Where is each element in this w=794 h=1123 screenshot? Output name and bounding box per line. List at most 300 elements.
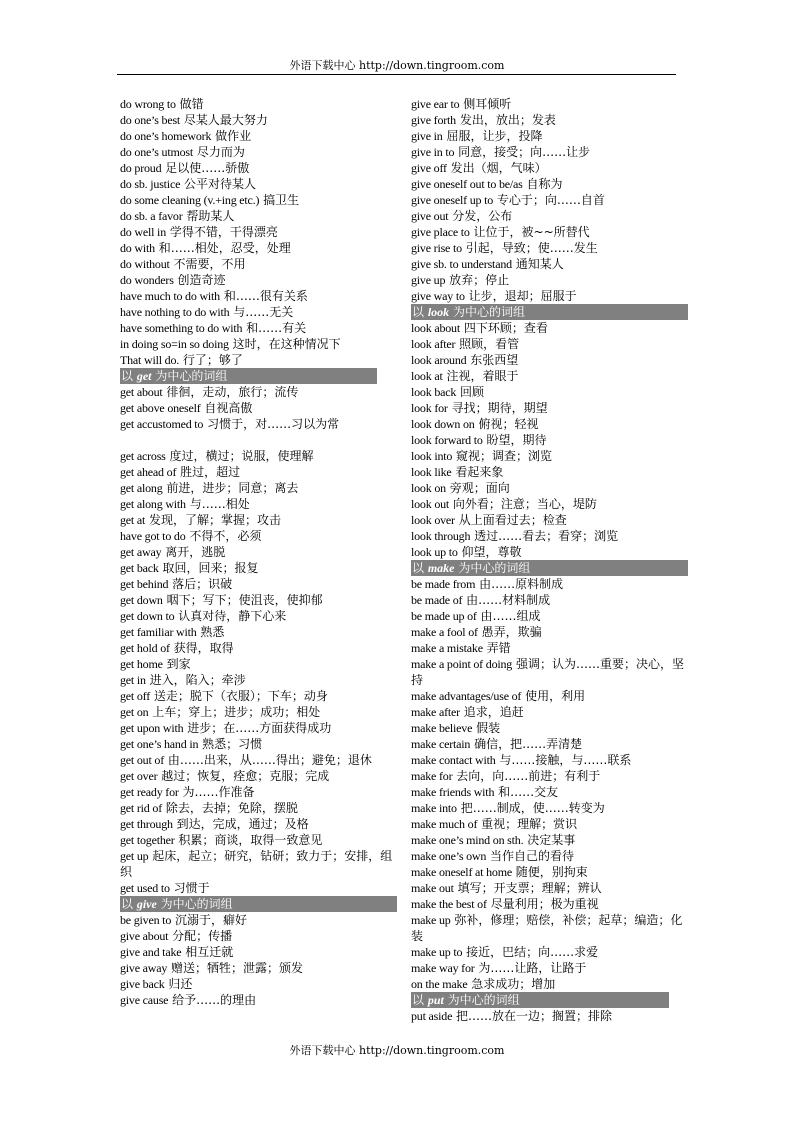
phrase-entry — [120, 400, 396, 416]
phrase-english: give sb. to understand — [411, 257, 512, 271]
phrase-english: make after — [411, 705, 460, 719]
phrase-entry — [120, 592, 396, 608]
phrase-chinese: 东张西望 — [470, 353, 519, 367]
phrase-english: give out — [411, 209, 449, 223]
phrase-entry — [411, 432, 687, 448]
phrase-chinese: 不得不，必须 — [189, 529, 262, 543]
phrase-chinese: 重视；理解；赏识 — [481, 817, 578, 831]
section-heading-suffix: 为中心的词组 — [449, 305, 525, 319]
phrase-chinese: 由……出来，从……得出；避免；退休 — [167, 753, 372, 767]
phrase-chinese: 把……制成，使……转变为 — [460, 801, 605, 815]
phrase-entry — [411, 784, 687, 800]
phrase-entry — [120, 480, 396, 496]
phrase-entry — [411, 608, 687, 624]
phrase-chinese: 由……组成 — [480, 609, 541, 623]
phrase-english: look down on — [411, 417, 475, 431]
phrase-english: get down — [120, 593, 163, 607]
phrase-chinese: 不需要，不用 — [173, 257, 246, 271]
phrase-english: make certain — [411, 737, 471, 751]
phrase-entry — [411, 640, 687, 656]
phrase-english: make advantages/use of — [411, 689, 522, 703]
phrase-chinese: 弄错 — [486, 641, 511, 655]
phrase-chinese: 旁观；面向 — [449, 481, 510, 495]
phrase-english: get behind — [120, 577, 169, 591]
phrase-entry — [411, 688, 687, 704]
phrase-chinese: 赠送；牺牲；泄露；颁发 — [171, 961, 304, 975]
phrase-chinese: 同意，接受；向……让步 — [458, 145, 591, 159]
phrase-entry — [120, 96, 396, 112]
phrase-entry — [120, 656, 396, 672]
phrase-chinese: 进步；在……方面获得成功 — [187, 721, 332, 735]
phrase-chinese: 由……材料制成 — [466, 593, 551, 607]
phrase-english: give in to — [411, 145, 455, 159]
phrase-chinese: 做错 — [179, 97, 204, 111]
phrase-english: make much of — [411, 817, 478, 831]
phrase-entry — [411, 832, 687, 848]
phrase-chinese: 沉溺于，癖好 — [174, 913, 247, 927]
phrase-entry — [120, 176, 396, 192]
phrase-chinese: 分配；传播 — [172, 929, 233, 943]
phrase-chinese: 胜过，超过 — [180, 465, 241, 479]
section-heading-give — [120, 896, 397, 912]
phrase-chinese: 徘徊，走动，旅行；流传 — [166, 385, 299, 399]
phrase-english: make the best of — [411, 897, 487, 911]
phrase-entry — [411, 720, 687, 736]
phrase-chinese: 度过，横过；说服，使理解 — [169, 449, 314, 463]
phrase-entry — [411, 576, 687, 592]
phrase-english: put aside — [411, 1009, 453, 1023]
phrase-entry — [120, 352, 396, 368]
phrase-chinese: 追求，追赶 — [463, 705, 524, 719]
phrase-english: look through — [411, 529, 471, 543]
phrase-english: make a mistake — [411, 641, 483, 655]
phrase-chinese: 看起来象 — [455, 465, 504, 479]
phrase-chinese: 决定某事 — [527, 833, 576, 847]
phrase-entry — [411, 944, 687, 960]
phrase-chinese: 注视，着眼于 — [446, 369, 519, 383]
phrase-chinese: 发出，放出；发表 — [459, 113, 556, 127]
phrase-chinese: 归还 — [168, 977, 193, 991]
phrase-english: look out — [411, 497, 450, 511]
phrase-entry — [411, 128, 687, 144]
phrase-english: do sb. justice — [120, 177, 181, 191]
phrase-english: have got to do — [120, 529, 186, 543]
phrase-chinese: 为……让路，让路于 — [478, 961, 587, 975]
section-heading-prefix: 以 — [412, 561, 428, 575]
phrase-chinese: 为……作准备 — [182, 785, 255, 799]
phrase-english: make out — [411, 881, 454, 895]
phrase-english: get about — [120, 385, 163, 399]
section-heading-suffix: 为中心的词组 — [156, 897, 233, 911]
phrase-entry — [411, 976, 687, 992]
phrase-english: get along with — [120, 497, 186, 511]
phrase-entry — [411, 384, 687, 400]
phrase-entry — [120, 240, 396, 256]
phrase-chinese: 习惯于，对……习以为常 — [207, 417, 340, 431]
phrase-entry — [120, 608, 396, 624]
phrase-entry — [120, 944, 396, 960]
phrase-chinese: 通知某人 — [515, 257, 564, 271]
phrase-entry — [411, 448, 687, 464]
phrase-chinese: 进入，陷入；牵涉 — [149, 673, 246, 687]
phrase-entry — [120, 384, 396, 400]
phrase-chinese: 和……相处，忍受，处理 — [158, 241, 291, 255]
phrase-english: give place to — [411, 225, 470, 239]
phrase-english: get accustomed to — [120, 417, 204, 431]
phrase-entry — [411, 656, 687, 688]
phrase-entry — [411, 496, 687, 512]
phrase-chinese: 让位于，被~~所替代 — [473, 225, 590, 239]
phrase-entry — [120, 160, 396, 176]
phrase-entry — [411, 192, 687, 208]
phrase-english: get rid of — [120, 801, 162, 815]
phrase-english: in doing so=in so doing — [120, 337, 229, 351]
phrase-chinese: 自称为 — [526, 177, 563, 191]
phrase-english: make into — [411, 801, 457, 815]
phrase-entry — [411, 176, 687, 192]
phrase-entry — [120, 512, 396, 528]
phrase-entry — [120, 928, 396, 944]
section-heading-make — [411, 560, 688, 576]
phrase-entry — [120, 144, 396, 160]
section-heading-suffix: 为中心的词组 — [443, 993, 520, 1007]
phrase-chinese: 尽某人最大努力 — [183, 113, 268, 127]
header-divider — [117, 74, 676, 75]
phrase-chinese: 和……很有关系 — [223, 289, 308, 303]
phrase-english: get ready for — [120, 785, 179, 799]
phrase-chinese: 发出（烟，气味） — [450, 161, 547, 175]
phrase-chinese: 填写；开支票；理解；辨认 — [457, 881, 602, 895]
phrase-english: get upon with — [120, 721, 184, 735]
phrase-chinese: 落后；识破 — [172, 577, 233, 591]
phrase-chinese: 熟悉 — [200, 625, 225, 639]
phrase-english: do wrong to — [120, 97, 176, 111]
section-heading-keyword: look — [427, 305, 450, 319]
phrase-chinese: 由……原料制成 — [479, 577, 564, 591]
phrase-english: look into — [411, 449, 453, 463]
phrase-english: give off — [411, 161, 447, 175]
phrase-entry — [411, 96, 687, 112]
section-heading-keyword: put — [427, 993, 444, 1007]
phrase-entry — [120, 464, 396, 480]
phrase-english: on the make — [411, 977, 468, 991]
phrase-entry — [120, 800, 396, 816]
phrase-english: do proud — [120, 161, 162, 175]
phrase-english: get down to — [120, 609, 175, 623]
phrase-entry — [411, 352, 687, 368]
phrase-entry — [411, 768, 687, 784]
phrase-english: give rise to — [411, 241, 462, 255]
phrase-chinese: 公平对待某人 — [184, 177, 257, 191]
section-heading-look — [411, 304, 688, 320]
phrase-entry — [120, 704, 396, 720]
phrase-english: That will do. — [120, 353, 180, 367]
phrase-chinese: 认真对待，静下心来 — [178, 609, 287, 623]
phrase-english: get over — [120, 769, 158, 783]
phrase-chinese: 与……无关 — [233, 305, 294, 319]
phrase-entry — [411, 752, 687, 768]
phrase-english: give forth — [411, 113, 456, 127]
phrase-english: get above oneself — [120, 401, 201, 415]
phrase-entry — [120, 784, 396, 800]
phrase-english: give oneself up to — [411, 193, 494, 207]
page-footer: 外语下载中心 http://down.tingroom.com — [289, 1044, 505, 1057]
phrase-english: look around — [411, 353, 467, 367]
phrase-entry — [120, 880, 396, 896]
phrase-entry — [120, 752, 396, 768]
phrase-entry — [120, 208, 396, 224]
phrase-entry — [411, 800, 687, 816]
phrase-chinese: 相互迁就 — [185, 945, 234, 959]
phrase-chinese: 自视高傲 — [204, 401, 253, 415]
section-heading-keyword: give — [136, 897, 157, 911]
phrase-entry — [411, 848, 687, 864]
phrase-entry — [120, 688, 396, 704]
phrase-english: do with — [120, 241, 155, 255]
phrase-chinese: 强调；认为……重要；决心，坚持 — [411, 657, 684, 687]
right-column — [411, 96, 687, 1024]
phrase-entry — [120, 320, 396, 336]
phrase-entry — [120, 304, 396, 320]
section-heading-put — [411, 992, 669, 1008]
phrase-entry — [411, 144, 687, 160]
phrase-entry — [120, 960, 396, 976]
phrase-entry — [120, 416, 396, 432]
phrase-chinese: 到达，完成，通过；及格 — [176, 817, 309, 831]
phrase-chinese: 取回，回来；报复 — [162, 561, 259, 575]
phrase-entry — [411, 880, 687, 896]
section-heading-suffix: 为中心的词组 — [454, 561, 531, 575]
phrase-english: give cause — [120, 993, 169, 1007]
phrase-chinese: 与……接触，与……联系 — [499, 753, 632, 767]
phrase-english: be made up of — [411, 609, 477, 623]
section-heading-keyword: make — [427, 561, 455, 575]
phrase-english: get hold of — [120, 641, 170, 655]
phrase-entry — [120, 848, 396, 880]
phrase-english: get back — [120, 561, 159, 575]
phrase-entry — [411, 288, 687, 304]
phrase-chinese: 上车；穿上；进步；成功；相处 — [152, 705, 321, 719]
phrase-english: make a point of doing — [411, 657, 513, 671]
phrase-entry — [120, 128, 396, 144]
phrase-chinese: 把……放在一边；搁置；排除 — [456, 1009, 613, 1023]
phrase-entry — [411, 240, 687, 256]
phrase-entry — [411, 912, 687, 944]
phrase-entry — [120, 288, 396, 304]
phrase-english: look on — [411, 481, 446, 495]
phrase-chinese: 照顾，看管 — [459, 337, 520, 351]
phrase-english: give away — [120, 961, 168, 975]
phrase-chinese: 急求成功；增加 — [471, 977, 556, 991]
phrase-entry — [411, 224, 687, 240]
phrase-entry — [411, 896, 687, 912]
phrase-chinese: 做作业 — [215, 129, 252, 143]
phrase-entry — [411, 864, 687, 880]
phrase-entry — [120, 976, 396, 992]
phrase-entry — [411, 480, 687, 496]
phrase-entry — [120, 832, 396, 848]
phrase-english: get in — [120, 673, 146, 687]
phrase-english: get at — [120, 513, 146, 527]
section-heading-suffix: 为中心的词组 — [151, 369, 228, 383]
phrase-english: get through — [120, 817, 173, 831]
phrase-english: make one’s own — [411, 849, 487, 863]
phrase-chinese: 分发，公布 — [452, 209, 513, 223]
phrase-chinese: 向外看；注意；当心，堤防 — [452, 497, 597, 511]
phrase-chinese: 获得，取得 — [173, 641, 234, 655]
phrase-entry — [411, 816, 687, 832]
phrase-english: make up to — [411, 945, 463, 959]
phrase-entry — [411, 272, 687, 288]
phrase-entry — [411, 256, 687, 272]
phrase-entry — [411, 160, 687, 176]
phrase-entry — [120, 544, 396, 560]
phrase-english: have nothing to do with — [120, 305, 230, 319]
phrase-chinese: 和……交友 — [498, 785, 559, 799]
phrase-chinese: 让步，退却；屈服于 — [468, 289, 577, 303]
phrase-entry — [411, 704, 687, 720]
phrase-english: get across — [120, 449, 166, 463]
phrase-english: get together — [120, 833, 175, 847]
phrase-english: make friends with — [411, 785, 495, 799]
phrase-entry — [411, 960, 687, 976]
phrase-entry — [120, 448, 396, 464]
phrase-entry — [120, 528, 396, 544]
phrase-entry — [411, 528, 687, 544]
phrase-english: look up to — [411, 545, 458, 559]
phrase-chinese: 学得不错，干得漂亮 — [169, 225, 278, 239]
phrase-entry — [411, 112, 687, 128]
left-column — [120, 96, 396, 1008]
phrase-entry — [120, 576, 396, 592]
phrase-chinese: 积累；商谈，取得一致意见 — [178, 833, 323, 847]
phrase-entry — [411, 592, 687, 608]
phrase-entry — [120, 736, 396, 752]
phrase-english: have much to do with — [120, 289, 220, 303]
phrase-entry — [411, 416, 687, 432]
phrase-chinese: 放弃；停止 — [449, 273, 510, 287]
phrase-entry — [411, 624, 687, 640]
phrase-english: get ahead of — [120, 465, 177, 479]
phrase-entry — [411, 736, 687, 752]
section-heading-prefix: 以 — [412, 993, 428, 1007]
phrase-chinese: 与……相处 — [189, 497, 250, 511]
phrase-entry — [120, 560, 396, 576]
phrase-chinese: 四下环顾；查看 — [463, 321, 548, 335]
phrase-english: get away — [120, 545, 162, 559]
phrase-chinese: 帮助某人 — [186, 209, 235, 223]
section-heading-prefix: 以 — [121, 369, 137, 383]
phrase-chinese: 搞卫生 — [263, 193, 300, 207]
phrase-entry — [120, 192, 396, 208]
phrase-entry — [411, 512, 687, 528]
phrase-chinese: 使用，利用 — [525, 689, 586, 703]
phrase-english: look like — [411, 465, 452, 479]
section-heading-get — [120, 368, 377, 384]
phrase-english: get familiar with — [120, 625, 197, 639]
phrase-chinese: 盼望，期待 — [486, 433, 547, 447]
phrase-english: make contact with — [411, 753, 496, 767]
phrase-english: do wonders — [120, 273, 174, 287]
phrase-chinese: 创造奇迹 — [177, 273, 226, 287]
phrase-chinese: 熟悉；习惯 — [202, 737, 263, 751]
phrase-chinese: 去向，向……前进；有利于 — [456, 769, 601, 783]
phrase-chinese: 离开，逃脱 — [165, 545, 226, 559]
phrase-english: get up — [120, 849, 149, 863]
phrase-english: look for — [411, 401, 448, 415]
phrase-english: be made from — [411, 577, 476, 591]
phrase-chinese: 回顾 — [460, 385, 485, 399]
phrase-chinese: 随便，别拘束 — [515, 865, 588, 879]
phrase-english: look forward to — [411, 433, 483, 447]
phrase-chinese: 假装 — [476, 721, 501, 735]
phrase-english: do one’s best — [120, 113, 181, 127]
phrase-english: give up — [411, 273, 446, 287]
phrase-english: give back — [120, 977, 165, 991]
phrase-chinese: 从上面看过去；检查 — [458, 513, 567, 527]
phrase-english: make oneself at home — [411, 865, 512, 879]
phrase-chinese: 和……有关 — [246, 321, 307, 335]
phrase-chinese: 这时，在这种情况下 — [232, 337, 341, 351]
phrase-english: do one’s utmost — [120, 145, 194, 159]
phrase-chinese: 除去，去掉；免除，摆脱 — [165, 801, 298, 815]
section-heading-keyword: get — [136, 369, 152, 383]
phrase-entry — [120, 640, 396, 656]
phrase-chinese: 当作自己的看待 — [490, 849, 575, 863]
phrase-chinese: 前进，进步；同意；离去 — [166, 481, 299, 495]
phrase-english: look at — [411, 369, 443, 383]
phrase-entry — [120, 816, 396, 832]
phrase-chinese: 给予……的理由 — [172, 993, 257, 1007]
phrase-english: look after — [411, 337, 456, 351]
phrase-entry — [411, 368, 687, 384]
phrase-english: do without — [120, 257, 170, 271]
phrase-entry — [120, 992, 396, 1008]
phrase-chinese: 侧耳倾听 — [463, 97, 512, 111]
phrase-chinese: 窥视；调查；浏览 — [456, 449, 553, 463]
phrase-english: get used to — [120, 881, 170, 895]
phrase-chinese: 接近，巴结；向……求爱 — [466, 945, 599, 959]
phrase-entry — [411, 208, 687, 224]
phrase-entry — [120, 720, 396, 736]
page-header: 外语下载中心 http://down.tingroom.com — [289, 59, 505, 72]
phrase-entry — [120, 112, 396, 128]
phrase-english: get off — [120, 689, 151, 703]
phrase-english: do sb. a favor — [120, 209, 183, 223]
phrase-english: give in — [411, 129, 443, 143]
phrase-english: do well in — [120, 225, 166, 239]
phrase-entry — [120, 624, 396, 640]
phrase-entry — [120, 224, 396, 240]
phrase-entry — [120, 912, 396, 928]
phrase-english: get home — [120, 657, 163, 671]
phrase-english: get one’s hand in — [120, 737, 199, 751]
phrase-chinese: 尽量利用；极为重视 — [490, 897, 599, 911]
phrase-english: make believe — [411, 721, 473, 735]
phrase-english: do some cleaning (v.+ing etc.) — [120, 193, 260, 207]
phrase-english: make for — [411, 769, 453, 783]
blank-line — [120, 432, 396, 448]
phrase-chinese: 透过……看去；看穿；浏览 — [474, 529, 619, 543]
phrase-english: give and take — [120, 945, 182, 959]
phrase-entry — [120, 256, 396, 272]
phrase-english: have something to do with — [120, 321, 243, 335]
phrase-chinese: 越过；恢复，痊愈；克服；完成 — [161, 769, 330, 783]
phrase-english: be made of — [411, 593, 463, 607]
phrase-entry — [411, 544, 687, 560]
phrase-english: look back — [411, 385, 457, 399]
phrase-chinese: 足以使……骄傲 — [165, 161, 250, 175]
